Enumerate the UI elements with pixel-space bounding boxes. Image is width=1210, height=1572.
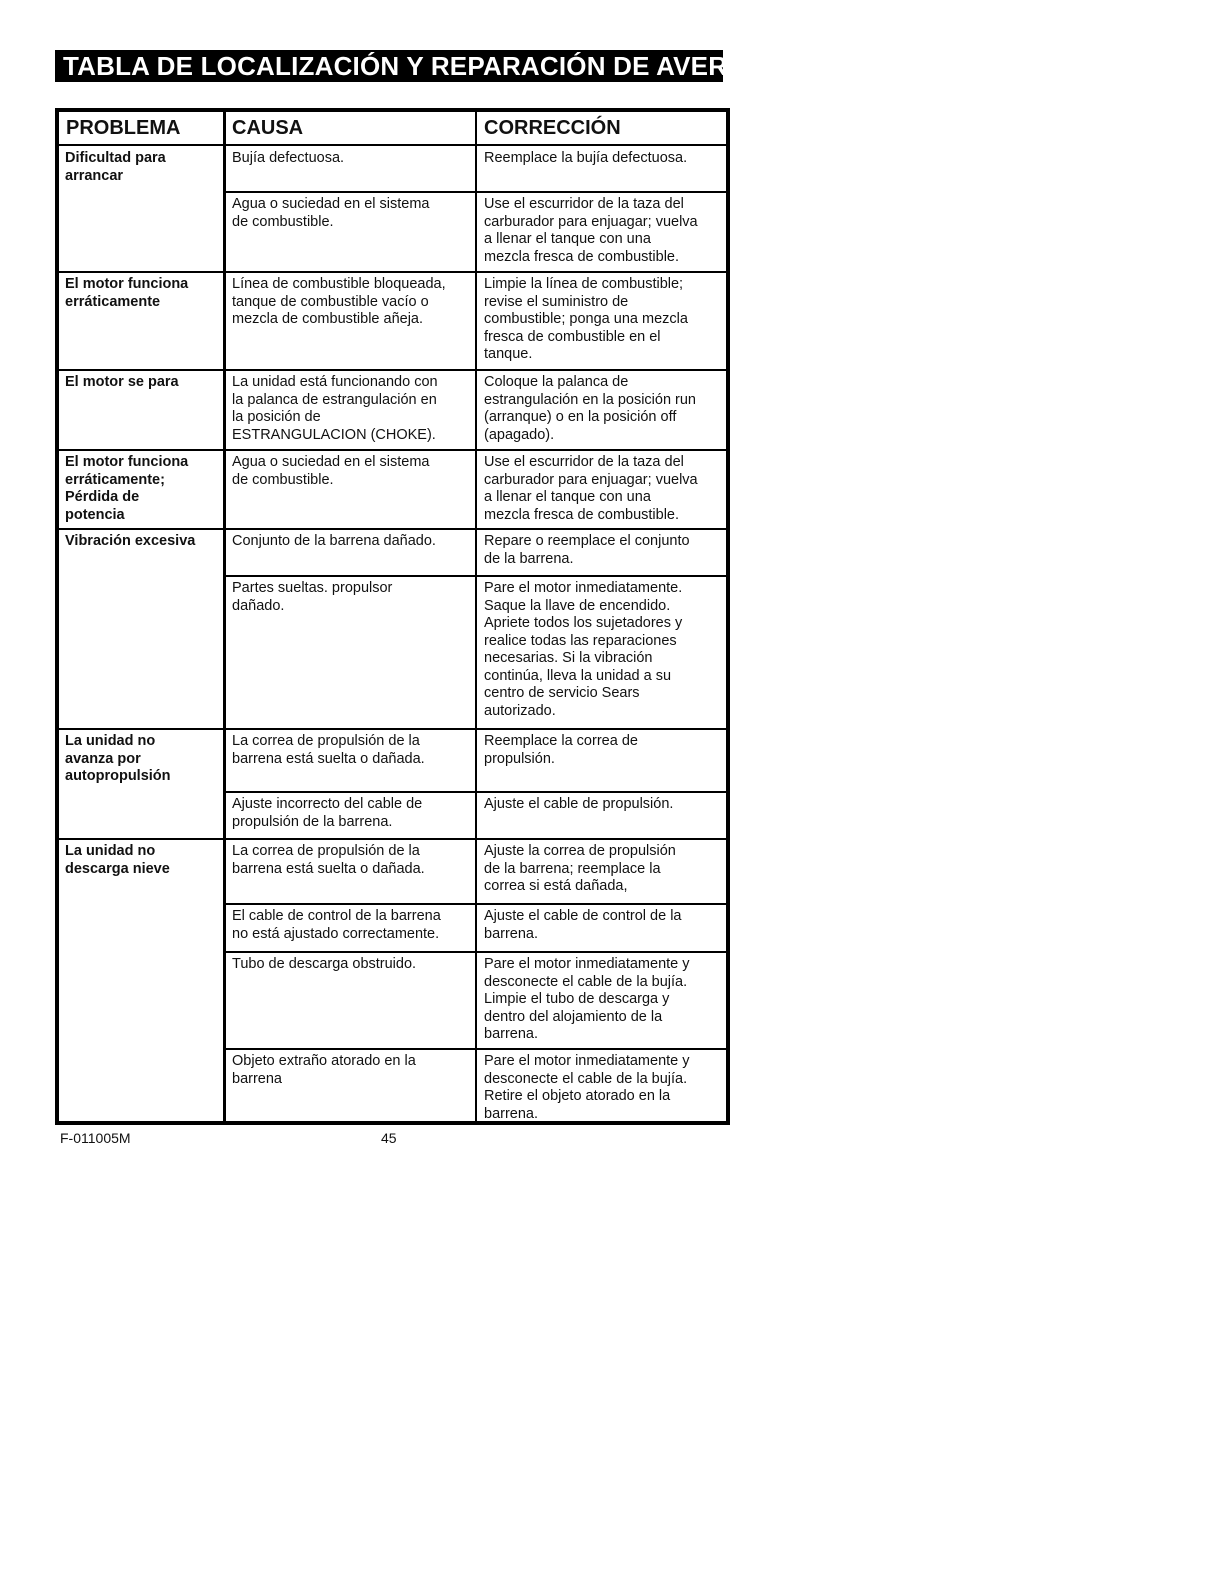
row-divider <box>223 575 726 577</box>
fix-cell: Repare o reemplace el conjunto de la barrena. <box>484 533 690 567</box>
fix-cell: Pare el motor inmediatamente y desconecte el cable de la bujía. Retire el objeto atorado en la barrena. <box>484 1053 690 1122</box>
fix-cell: Use el escurridor de la taza del carburador para enjuagar; vuelva a llenar el tanque con una mezcla fresca de combustible. <box>484 196 698 265</box>
problem-cell: El motor se para <box>65 374 179 390</box>
header-problem: PROBLEMA <box>66 117 181 139</box>
row-divider <box>59 528 726 530</box>
fix-cell: Limpie la línea de combustible; revise el suministro de combustible; ponga una mezcla fresca de combustible en el tanque. <box>484 276 688 362</box>
row-divider <box>223 1048 726 1050</box>
cause-cell: Partes sueltas. propulsor dañado. <box>232 580 393 614</box>
fix-cell: Pare el motor inmediatamente y desconecte el cable de la bujía. Limpie el tubo de descarga y dentro del alojamiento de la barrena. <box>484 956 690 1042</box>
cause-cell: Agua o suciedad en el sistema de combustible. <box>232 454 430 488</box>
page-title: TABLA DE LOCALIZACIÓN Y REPARACIÓN DE AVERÍAS <box>55 50 723 82</box>
row-divider <box>223 791 726 793</box>
cause-cell: Ajuste incorrecto del cable de propulsión de la barrena. <box>232 796 423 830</box>
fix-cell: Pare el motor inmediatamente. Saque la llave de encendido. Apriete todos los sujetadores y realice todas las reparaciones necesarias. Si la vibración continúa, lleva la unidad a su centro de servicio Sears autorizado. <box>484 580 683 719</box>
document-code: F-011005M <box>60 1130 131 1146</box>
troubleshooting-table <box>55 108 730 1125</box>
table-header <box>59 112 726 146</box>
cause-cell: Tubo de descarga obstruido. <box>232 956 417 972</box>
fix-cell: Use el escurridor de la taza del carburador para enjuagar; vuelva a llenar el tanque con una mezcla fresca de combustible. <box>484 454 698 523</box>
row-divider <box>59 449 726 451</box>
problem-cell: Dificultad para arrancar <box>65 150 166 184</box>
row-divider <box>223 951 726 953</box>
cause-cell: Agua o suciedad en el sistema de combustible. <box>232 196 430 230</box>
fix-cell: Ajuste el cable de propulsión. <box>484 796 674 812</box>
row-divider <box>223 191 726 193</box>
problem-cell: La unidad no avanza por autopropulsión <box>65 733 171 784</box>
row-divider <box>59 271 726 273</box>
header-fix: CORRECCIÓN <box>484 117 621 139</box>
fix-cell: Reemplace la bujía defectuosa. <box>484 150 688 166</box>
problem-cell: El motor funciona erráticamente <box>65 276 189 310</box>
cause-cell: La unidad está funcionando con la palanca de estrangulación en la posición de ESTRANGULACION (CHOKE). <box>232 374 438 443</box>
row-divider <box>59 728 726 730</box>
header-cause: CAUSA <box>232 117 304 139</box>
fix-cell: Ajuste la correa de propulsión de la barrena; reemplace la correa si está dañada, <box>484 843 676 894</box>
cause-cell: Bujía defectuosa. <box>232 150 345 166</box>
cause-cell: Conjunto de la barrena dañado. <box>232 533 436 549</box>
problem-cell: El motor funciona erráticamente; Pérdida de potencia <box>65 454 189 523</box>
cause-cell: La correa de propulsión de la barrena está suelta o dañada. <box>232 733 425 767</box>
problem-cell: Vibración excesiva <box>65 533 196 549</box>
cause-cell: Línea de combustible bloqueada, tanque de combustible vacío o mezcla de combustible añeja. <box>232 276 446 327</box>
fix-cell: Coloque la palanca de estrangulación en la posición run (arranque) o en la posición off (apagado). <box>484 374 696 443</box>
row-divider <box>59 838 726 840</box>
cause-cell: La correa de propulsión de la barrena está suelta o dañada. <box>232 843 425 877</box>
page-number: 45 <box>381 1130 397 1146</box>
row-divider <box>223 903 726 905</box>
fix-cell: Ajuste el cable de control de la barrena. <box>484 908 682 942</box>
fix-cell: Reemplace la correa de propulsión. <box>484 733 638 767</box>
cause-cell: Objeto extraño atorado en la barrena <box>232 1053 416 1087</box>
problem-cell: La unidad no descarga nieve <box>65 843 170 877</box>
row-divider <box>59 369 726 371</box>
cause-cell: El cable de control de la barrena no está ajustado correctamente. <box>232 908 441 942</box>
